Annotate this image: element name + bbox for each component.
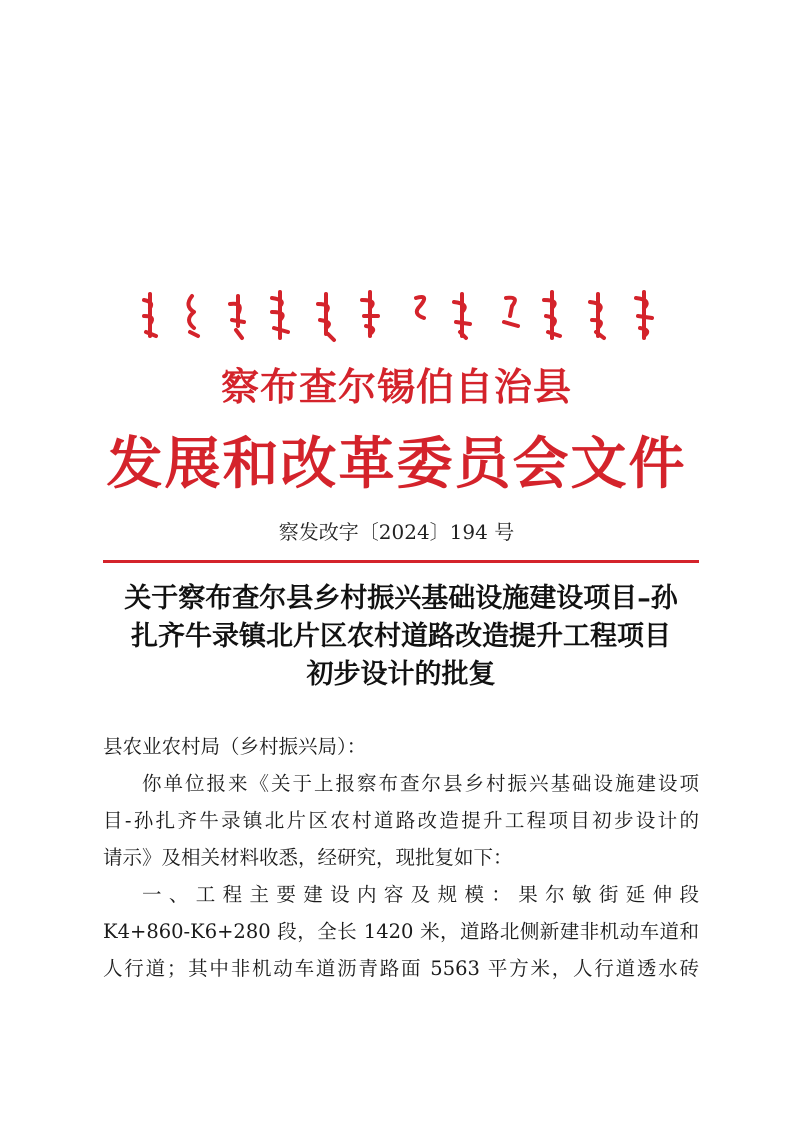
- mongolian-script-logo: [140, 286, 660, 344]
- issuing-org-name: 察布查尔锡伯自治县: [220, 364, 572, 409]
- red-divider-line: [103, 560, 699, 563]
- paragraph-2-line-1: 一、工程主要建设内容及规模：果尔敏街延伸段: [142, 883, 699, 906]
- title-line-3: 初步设计的批复: [306, 659, 496, 690]
- mongolian-script-icon: [140, 286, 660, 344]
- paragraph-2-line-3: 人行道；其中非机动车道沥青路面 5563 平方米，人行道透水砖: [103, 957, 699, 980]
- salutation: 县农业农村局（乡村振兴局）：: [103, 735, 367, 758]
- paragraph-1-line-3: 请示》及相关材料收悉，经研究，现批复如下：: [103, 846, 513, 869]
- issuing-org-document-heading: 发展和改革委员会文件: [106, 431, 687, 497]
- document-number: 察发改字〔2024〕194 号: [278, 520, 515, 544]
- title-line-1: 关于察布查尔县乡村振兴基础设施建设项目–孙: [124, 583, 678, 614]
- paragraph-1-line-2: 目-孙扎齐牛录镇北片区农村道路改造提升工程项目初步设计的: [103, 809, 699, 832]
- title-line-2: 扎齐牛录镇北片区农村道路改造提升工程项目: [131, 621, 671, 652]
- paragraph-1-line-1: 你单位报来《关于上报察布查尔县乡村振兴基础设施建设项: [142, 772, 699, 795]
- document-body: [103, 728, 699, 987]
- paragraph-2-line-2: K4+860-K6+280 段，全长 1420 米，道路北侧新建非机动车道和: [103, 920, 699, 943]
- document-title: [96, 580, 706, 694]
